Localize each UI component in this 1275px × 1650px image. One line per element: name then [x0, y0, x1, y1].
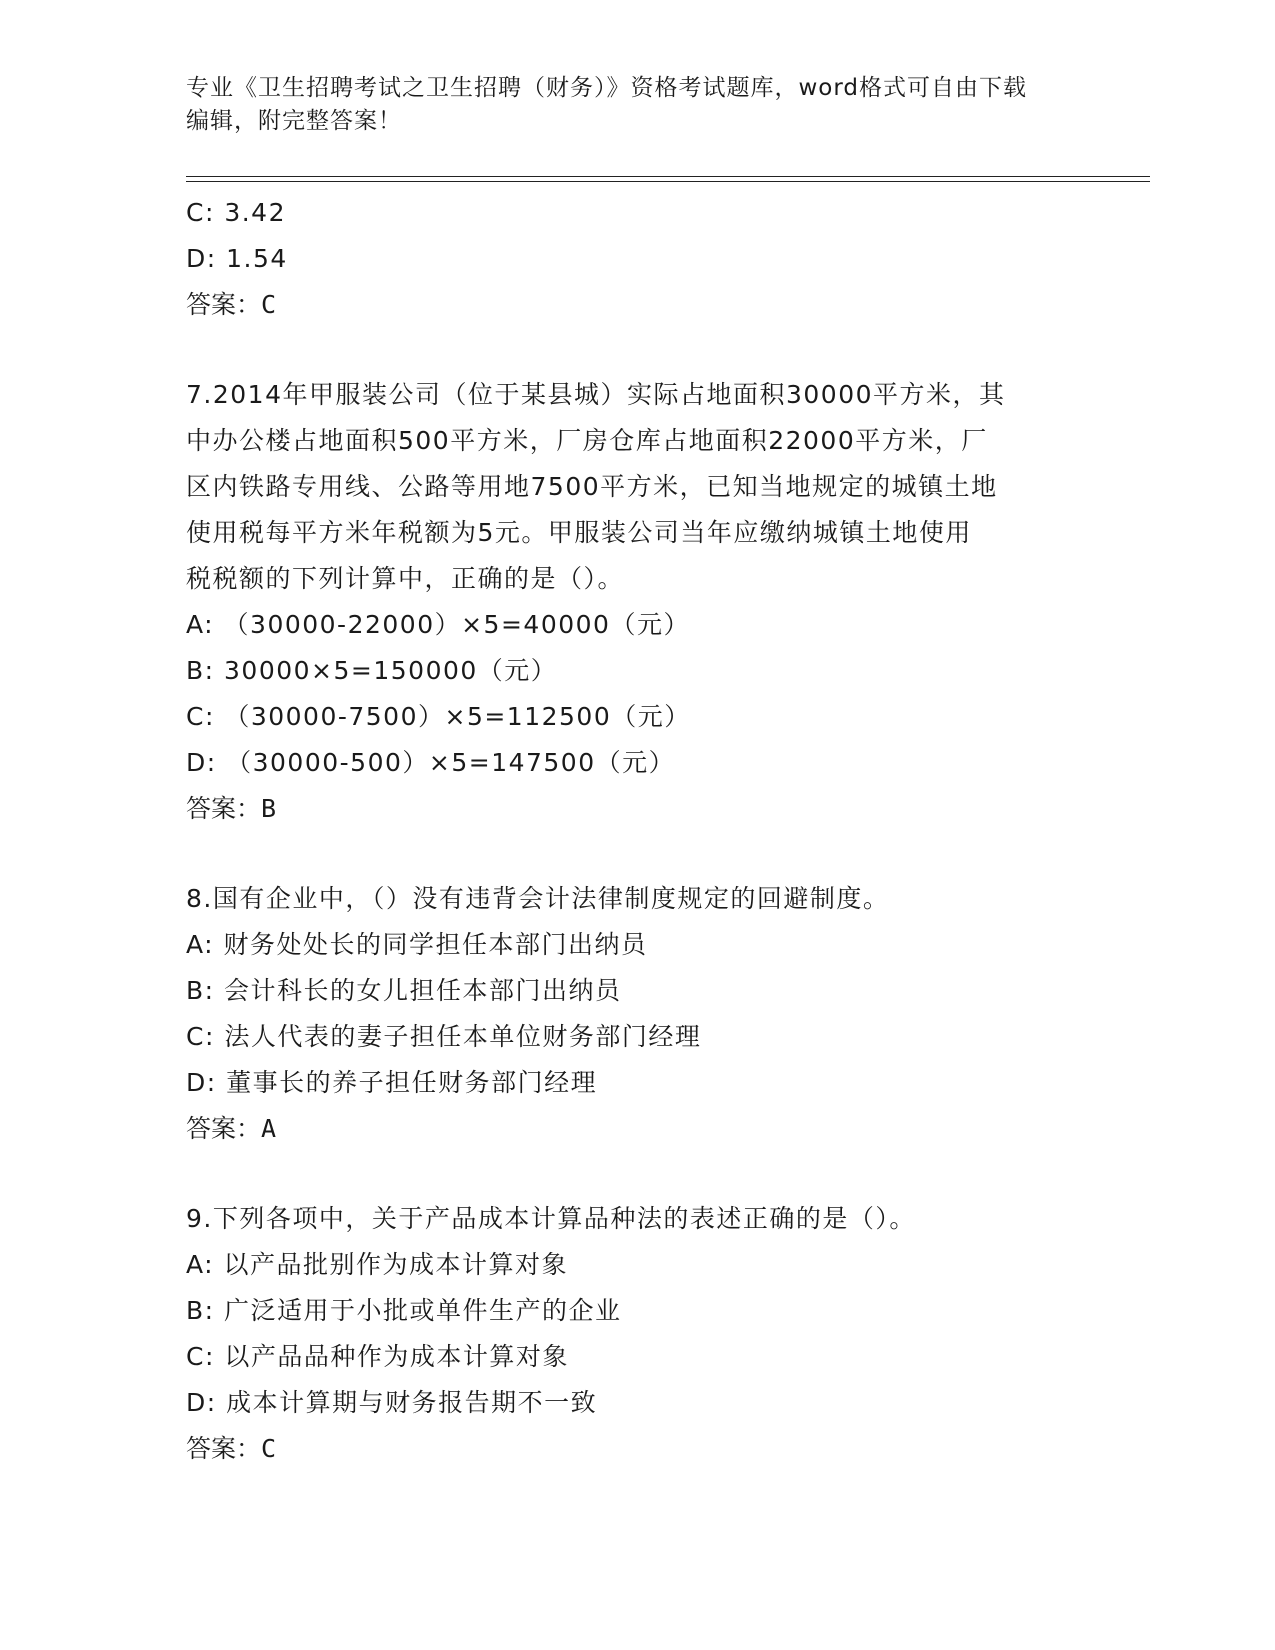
header-divider-top: [186, 176, 1150, 177]
stem-line: 9.下列各项中，关于产品成本计算品种法的表述正确的是（）。: [186, 1204, 916, 1233]
stem-line: 使用税每平方米年税额为5元。甲服装公司当年应缴纳城镇土地使用: [186, 518, 972, 547]
stem-line: 中办公楼占地面积500平方米，厂房仓库占地面积22000平方米，厂: [186, 426, 988, 455]
previous-question-tail: [186, 190, 1086, 328]
header-divider-bottom: [186, 181, 1150, 182]
question-9: [186, 1196, 1086, 1472]
stem-line: 税税额的下列计算中，正确的是（）。: [186, 564, 625, 593]
answer-line: 答案：C: [186, 290, 277, 319]
option-c: C: 法人代表的妻子担任本单位财务部门经理: [186, 1022, 702, 1051]
answer-line: 答案：A: [186, 1114, 277, 1143]
stem-line: 7.2014年甲服装公司（位于某县城）实际占地面积30000平方米，其: [186, 380, 1006, 409]
option-c: C: 以产品品种作为成本计算对象: [186, 1342, 569, 1371]
question-stem: [186, 372, 1086, 602]
question-list: [186, 190, 1086, 1472]
answer-line: 答案：B: [186, 794, 277, 823]
question-stem: [186, 1196, 1086, 1242]
option-a: A: （30000-22000）×5=40000（元）: [186, 610, 690, 639]
option-a: A: 以产品批别作为成本计算对象: [186, 1250, 569, 1279]
option-a: A: 财务处处长的同学担任本部门出纳员: [186, 930, 648, 959]
header-line-2: 编辑，附完整答案！: [186, 108, 402, 134]
option-d: D: 1.54: [186, 244, 288, 273]
question-7: [186, 372, 1086, 832]
option-d: D: 董事长的养子担任财务部门经理: [186, 1068, 598, 1097]
option-c: C: （30000-7500）×5=112500（元）: [186, 702, 691, 731]
answer-line: 答案：C: [186, 1434, 277, 1463]
option-d: D: 成本计算期与财务报告期不一致: [186, 1388, 598, 1417]
header-line-1: 专业《卫生招聘考试之卫生招聘（财务）》资格考试题库，word格式可自由下载: [186, 75, 1028, 101]
option-b: B: 广泛适用于小批或单件生产的企业: [186, 1296, 622, 1325]
document-header: [186, 72, 1086, 138]
option-d: D: （30000-500）×5=147500（元）: [186, 748, 676, 777]
option-b: B: 会计科长的女儿担任本部门出纳员: [186, 976, 622, 1005]
stem-line: 8.国有企业中，（）没有违背会计法律制度规定的回避制度。: [186, 884, 890, 913]
option-b: B: 30000×5=150000（元）: [186, 656, 558, 685]
stem-line: 区内铁路专用线、公路等用地7500平方米，已知当地规定的城镇土地: [186, 472, 998, 501]
question-stem: [186, 876, 1086, 922]
option-c: C: 3.42: [186, 198, 286, 227]
question-8: [186, 876, 1086, 1152]
